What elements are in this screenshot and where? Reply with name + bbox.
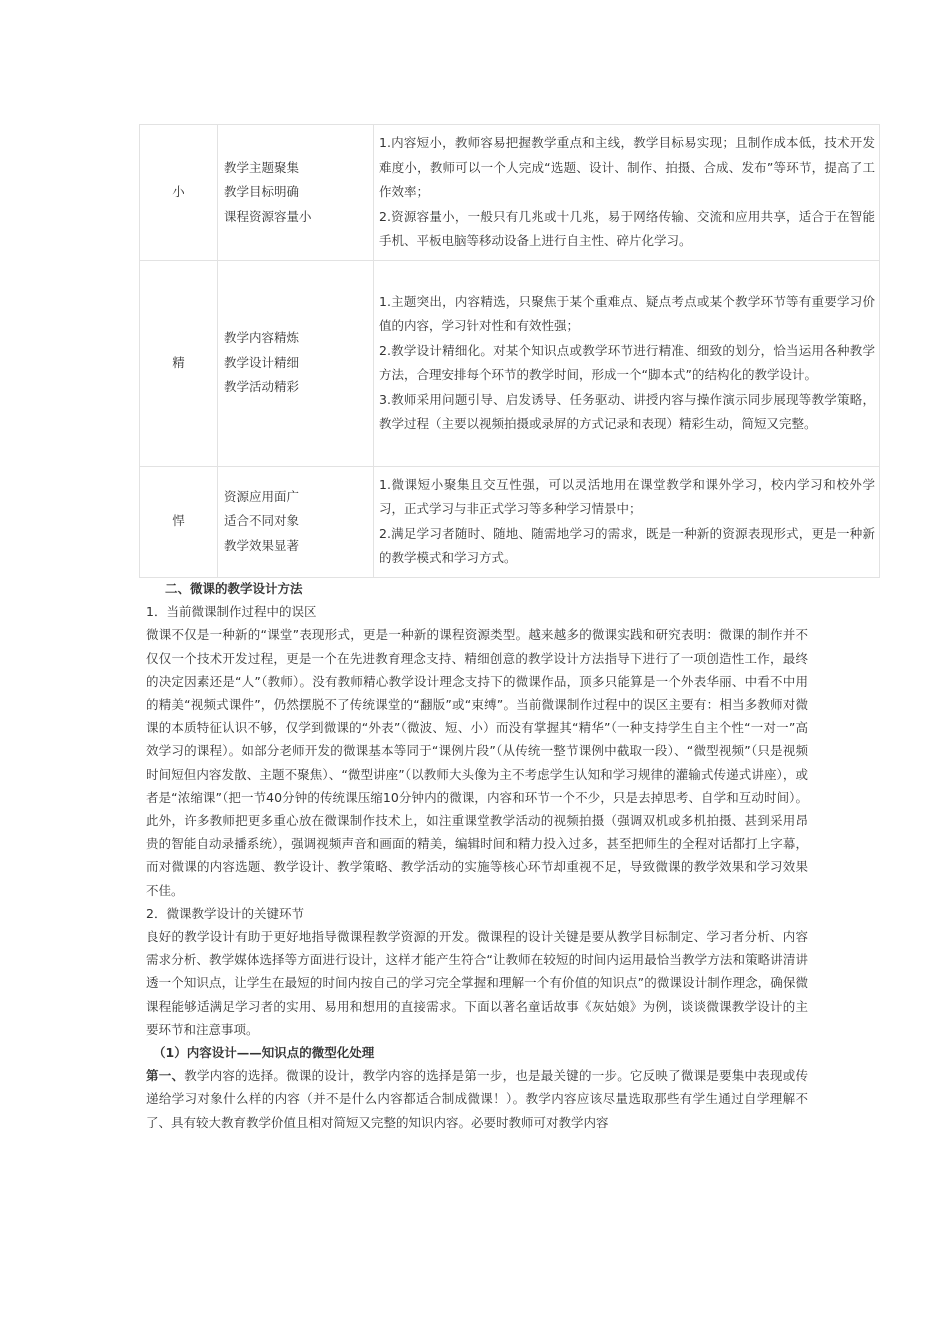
table-row bbox=[140, 125, 880, 261]
paragraph bbox=[146, 1064, 808, 1134]
trait-text: 教学主题聚集 bbox=[224, 159, 300, 175]
row-traits bbox=[218, 466, 374, 577]
paragraph: 微课不仅是一种新的“课堂”表现形式，更是一种新的课程资源类型。越来越多的微课实践和研究表明：微课的制作并不仅仅一个技术开发过程，更是一个在先进教育理念支持、精细创意的教学设计方法指导下进行了一项创造性工作，最终的决定因素还是“人”（教师）。没有教师精心教学设计理念支持下的微课作品，顶多只能算是一个外表华丽、中看不中用的精美“视频式课件”，仍然摆脱不了传统课堂的“翻版”或“束缚”。当前微课制作过程中的误区主要有：相当多教师对微课的本质特征认识不够，仅学到微课的“外表”（微波、短、小）而没有掌握其“精华”（一种支持学生自主个性“一对一”高效学习的课程）。如部分老师开发的微课基本等同于“课例片段”（从传统一整节课例中截取一段）、“微型视频”（只是视频时间短但内容发散、主题不聚焦）、“微型讲座”（以教师大头像为主不考虑学生认知和学习规律的灌输式传递式讲座），或者是“浓缩课”（把一节40分钟的传统课压缩10分钟内的微课，内容和环节一个不少，只是去掉思考、自学和互动时间）。此外，许多教师把更多重心放在微课制作技术上，如注重课堂教学活动的视频拍摄（强调双机或多机拍摄、甚到采用昂贵的智能自动录播系统），强调视频声音和画面的精美，编辑时间和精力投入过多，甚至把师生的全程对话都打上字幕，而对微课的内容选题、教学设计、教学策略、教学活动的实施等核心环节却重视不足，导致微课的教学效果和学习效果不佳。 bbox=[146, 627, 808, 898]
trait-text: 教学效果显著 bbox=[224, 537, 300, 553]
table-row bbox=[140, 466, 880, 577]
trait-text: 教学内容精炼 bbox=[224, 330, 300, 346]
section-heading: 二、微课的教学设计方法 bbox=[165, 581, 303, 596]
row-description bbox=[374, 260, 880, 466]
point-text: 2.满足学习者随时、随地、随需地学习的需求，既是一种新的资源表现形式，更是一种新的教学模式和学习方式。 bbox=[379, 525, 875, 565]
paragraph-lead: 第一、 bbox=[146, 1068, 185, 1084]
table-row bbox=[140, 260, 880, 466]
point-text: 1.内容短小，教师容易把握教学重点和主线，教学目标易实现；且制作成本低，技术开发难度小，教师可以一个人完成“选题、设计、制作、拍摄、合成、发布”等环节，提高了工作效率； bbox=[379, 135, 875, 199]
row-key: 小 bbox=[140, 125, 218, 261]
row-description bbox=[374, 125, 880, 261]
point-text: 1.微课短小聚集且交互性强，可以灵活地用在课堂教学和课外学习，校内学习和校外学习，正式学习与非正式学习等多种学习情景中； bbox=[379, 476, 875, 516]
trait-text: 资源应用面广 bbox=[224, 488, 300, 504]
point-text: 2.教学设计精细化。对某个知识点或教学环节进行精准、细致的划分，恰当运用各种教学方法，合理安排每个环节的教学时间，形成一个“脚本式”的结构化的教学设计。 bbox=[379, 342, 875, 382]
paragraph: 良好的教学设计有助于更好地指导微课程教学资源的开发。微课程的设计关键是要从教学目标制定、学习者分析、内容需求分析、教学媒体选择等方面进行设计，这样才能产生符合“让教师在较短的时间内运用最恰当教学方法和策略讲清讲透一个知识点，让学生在最短的时间内按自己的学习完全掌握和理解一个有价值的知识点”的微课设计制作理念，确保微课程能够适满足学习者的实用、易用和想用的直接需求。下面以著名童话故事《灰姑娘》为例，谈谈微课教学设计的主要环节和注意事项。 bbox=[146, 929, 808, 1037]
trait-text: 教学活动精彩 bbox=[224, 379, 300, 395]
subsection-heading: 1．当前微课制作过程中的误区 bbox=[146, 604, 317, 620]
trait-text: 适合不同对象 bbox=[224, 513, 300, 529]
feature-table bbox=[139, 124, 880, 578]
trait-text: 教学设计精细 bbox=[224, 354, 300, 370]
trait-text: 课程资源容量小 bbox=[224, 208, 312, 224]
row-key: 悍 bbox=[140, 466, 218, 577]
trait-text: 教学目标明确 bbox=[224, 184, 300, 199]
row-traits bbox=[218, 260, 374, 466]
row-traits bbox=[218, 125, 374, 261]
subsection-heading: 2．微课教学设计的关键环节 bbox=[146, 905, 304, 921]
article-body bbox=[146, 577, 808, 1134]
point-text: 1.主题突出，内容精选，只聚焦于某个重难点、疑点考点或某个教学环节等有重要学习价值的内容，学习针对性和有效性强； bbox=[379, 293, 875, 333]
paragraph-text: 教学内容的选择。微课的设计，教学内容的选择是第一步，也是最关键的一步。它反映了微课是要集中表现或传递给学习对象什么样的内容（并不是什么内容都适合制成微课！）。教学内容应该尽量选取那些有学生通过自学理解不了、具有较大教育教学价值且相对简短又完整的知识内容。必要时教师可对教学内容 bbox=[146, 1068, 808, 1130]
point-text: 3.教师采用问题引导、启发诱导、任务驱动、讲授内容与操作演示同步展现等教学策略，教学过程（主要以视频拍摄或录屏的方式记录和表现）精彩生动，简短又完整。 bbox=[379, 391, 875, 431]
point-text: 2.资源容量小，一般只有几兆或十几兆，易于网络传输、交流和应用共享，适合于在智能手机、平板电脑等移动设备上进行自主性、碎片化学习。 bbox=[379, 208, 875, 248]
row-key: 精 bbox=[140, 260, 218, 466]
row-description bbox=[374, 466, 880, 577]
minor-heading: （1）内容设计——知识点的微型化处理 bbox=[153, 1045, 375, 1061]
